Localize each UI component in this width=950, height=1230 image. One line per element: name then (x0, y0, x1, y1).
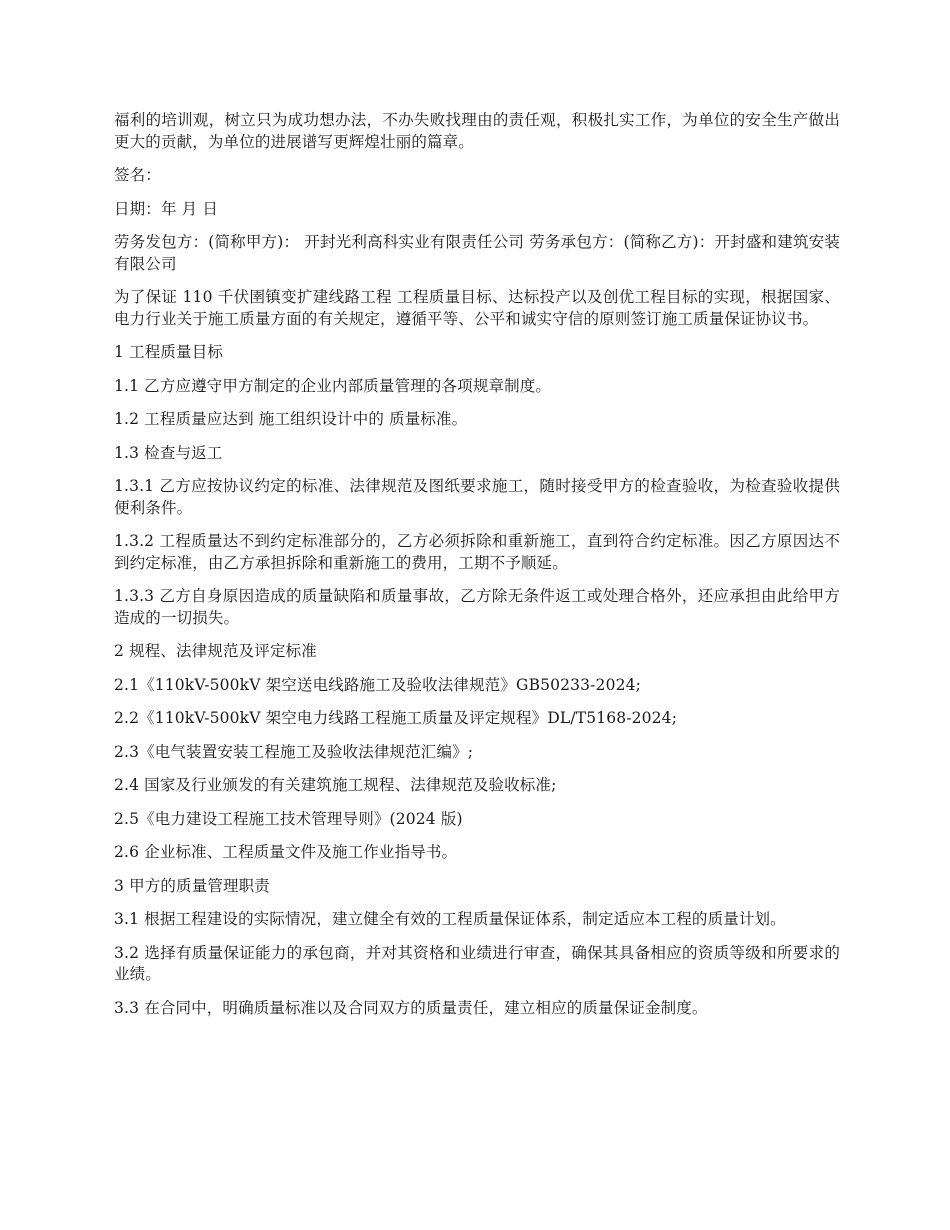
agreement-preamble: 为了保证 110 千伏圉镇变扩建线路工程 工程质量目标、达标投产以及创优工程目标的实现，根据国家、电力行业关于施工质量方面的有关规定，遵循平等、公平和诚实守信的原则签订施工质量保证协议书。 (114, 288, 840, 328)
clause-3-2: 3.2 选择有质量保证能力的承包商，并对其资格和业绩进行审查，确保其具备相应的资质等级和所要求的业绩。 (114, 943, 840, 983)
clause-2-2: 2.2《110kV-500kV 架空电力线路工程施工质量及评定规程》DL/T5168-2024; (114, 709, 678, 727)
clause-1-3-3: 1.3.3 乙方自身原因造成的质量缺陷和质量事故，乙方除无条件返工或处理合格外，还应承担由此给甲方造成的一切损失。 (114, 587, 840, 627)
section-heading-2: 2 规程、法律规范及评定标准 (114, 642, 317, 660)
section-heading-3: 3 甲方的质量管理职责 (114, 876, 270, 895)
paragraph-intro-continuation: 福利的培训观，树立只为成功想办法，不办失败找理由的责任观，积极扎实工作，为单位的安全生产做出更大的贡献，为单位的进展谱写更辉煌壮丽的篇章。 (114, 111, 840, 151)
clause-2-3: 2.3《电气装置安装工程施工及验收法律规范汇编》; (114, 742, 474, 761)
clause-1-3-1: 1.3.1 乙方应按协议约定的标准、法律规范及图纸要求施工，随时接受甲方的检查验收，为检查验收提供便利条件。 (114, 477, 840, 517)
clause-2-5: 2.5《电力建设工程施工技术管理导则》(2024 版) (114, 809, 463, 828)
clause-2-4: 2.4 国家及行业颁发的有关建筑施工规程、法律规范及验收标准; (114, 776, 557, 794)
clause-1-3: 1.3 检查与返工 (114, 443, 223, 462)
clause-1-2: 1.2 工程质量应达到 施工组织设计中的 质量标准。 (114, 410, 468, 428)
parties-line: 劳务发包方：(简称甲方)： 开封光利高科实业有限责任公司 劳务承包方：(简称乙方)：开封盛和建筑安装有限公司 (114, 233, 840, 273)
clause-3-1: 3.1 根据工程建设的实际情况，建立健全有效的工程质量保证体系，制定适应本工程的质量计划。 (114, 910, 786, 928)
section-heading-1: 1 工程质量目标 (114, 343, 223, 361)
clause-1-3-2: 1.3.2 工程质量达不到约定标准部分的，乙方必须拆除和重新施工，直到符合约定标准。因乙方原因达不到约定标准，由乙方承担拆除和重新施工的费用，工期不予顺延。 (114, 532, 840, 572)
clause-2-6: 2.6 企业标准、工程质量文件及施工作业指导书。 (114, 843, 458, 861)
clause-1-1: 1.1 乙方应遵守甲方制定的企业内部质量管理的各项规章制度。 (114, 376, 552, 395)
document-page (114, 110, 840, 1031)
clause-2-1: 2.1《110kV-500kV 架空送电线路施工及验收法律规范》GB50233-2024; (114, 675, 641, 694)
clause-3-3: 3.3 在合同中，明确质量标准以及合同双方的质量责任，建立相应的质量保证金制度。 (114, 998, 708, 1017)
date-line: 日期：年 月 日 (114, 199, 219, 218)
signature-line: 签名： (114, 166, 161, 184)
